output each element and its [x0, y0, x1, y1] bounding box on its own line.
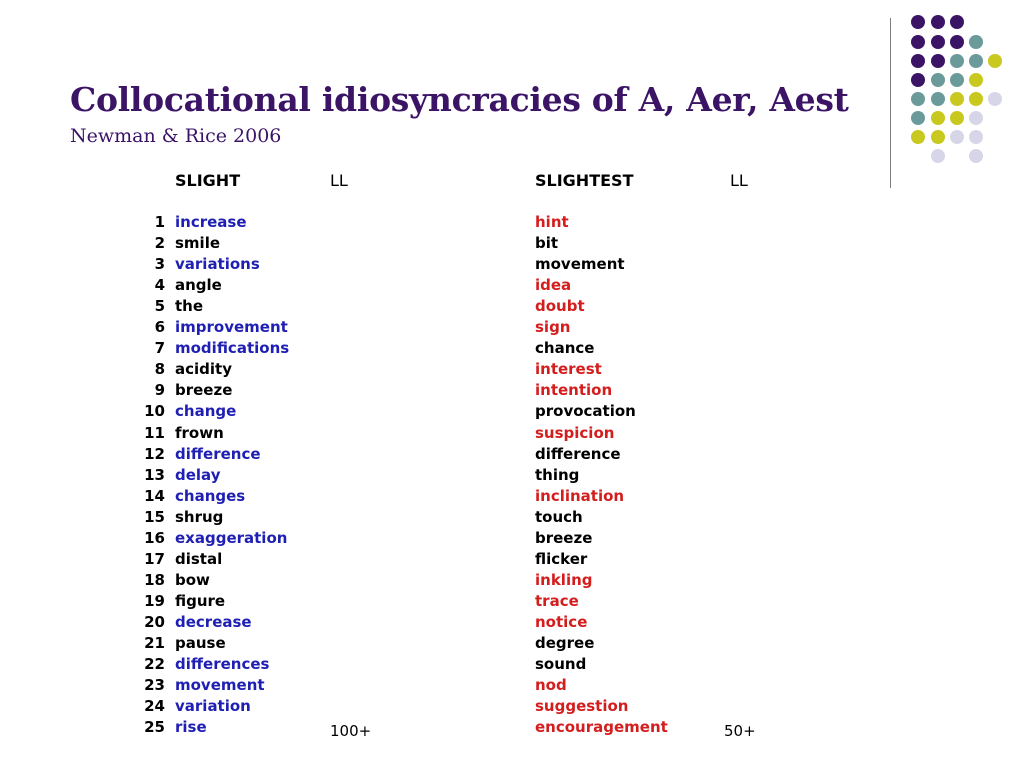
- slight-collocate: improvement: [175, 318, 288, 337]
- decorative-dot: [969, 35, 983, 49]
- slight-collocate: exaggeration: [175, 528, 288, 547]
- table-row: [0, 254, 1024, 275]
- right-ll-header: LL: [730, 171, 748, 190]
- slightest-collocate: breeze: [535, 528, 593, 547]
- decorative-dot: [950, 73, 964, 87]
- decorative-dot: [969, 111, 983, 125]
- decorative-dot: [931, 15, 945, 29]
- slightest-collocate: degree: [535, 634, 595, 652]
- slightest-collocate: bit: [535, 234, 559, 253]
- row-number: 17: [144, 549, 165, 568]
- table-row: [0, 591, 1024, 612]
- slightest-collocate: interest: [535, 360, 602, 379]
- slightest-collocate: touch: [535, 507, 583, 526]
- decorative-dot: [911, 15, 925, 29]
- decorative-dot: [931, 73, 945, 87]
- table-row: [0, 212, 1024, 233]
- decorative-dot: [969, 92, 983, 106]
- decorative-dot: [911, 92, 925, 106]
- slight-collocate: shrug: [175, 507, 224, 526]
- row-number: 18: [144, 570, 165, 589]
- slight-collocate: pause: [175, 634, 226, 652]
- table-row: [0, 675, 1024, 696]
- decorative-dot: [969, 149, 983, 163]
- slightest-collocate: doubt: [535, 297, 585, 316]
- table-row: [0, 633, 1024, 654]
- row-number: 16: [144, 528, 165, 547]
- slight-collocate: rise: [175, 718, 207, 737]
- slight-collocate: bow: [175, 570, 210, 589]
- decorative-dot: [950, 130, 964, 144]
- row-number: 9: [154, 381, 165, 400]
- decorative-dot: [969, 54, 983, 68]
- decorative-dot: [988, 54, 1002, 68]
- slight-collocate: variations: [175, 255, 260, 274]
- slight-collocate: variation: [175, 697, 251, 716]
- decorative-dot: [911, 130, 925, 144]
- decorative-dot: [988, 92, 1002, 106]
- decorative-dot: [911, 73, 925, 87]
- slightest-collocate: movement: [535, 255, 625, 274]
- row-number: 1: [154, 213, 165, 231]
- slightest-collocate: suspicion: [535, 423, 615, 442]
- decorative-dot: [950, 35, 964, 49]
- table-row: [0, 507, 1024, 528]
- slight-collocate: difference: [175, 444, 261, 463]
- table-row: [0, 717, 1024, 738]
- table-row: [0, 654, 1024, 675]
- decorative-dot: [950, 15, 964, 29]
- row-number: 25: [144, 718, 165, 737]
- decorative-divider-line: [890, 18, 891, 188]
- row-number: 22: [144, 655, 165, 674]
- left-ll-header: LL: [330, 171, 348, 190]
- table-row: [0, 338, 1024, 359]
- right-column-header: SLIGHTEST: [535, 171, 634, 190]
- table-row: [0, 275, 1024, 296]
- slight-collocate: acidity: [175, 360, 232, 379]
- slight-collocate: changes: [175, 486, 246, 505]
- slightest-collocate: thing: [535, 465, 580, 484]
- row-number: 11: [144, 423, 165, 442]
- slight-collocate: movement: [175, 676, 265, 695]
- slight-collocate: delay: [175, 465, 221, 484]
- row-number: 15: [144, 507, 165, 526]
- decorative-dot: [931, 54, 945, 68]
- table-row: [0, 423, 1024, 444]
- row-number: 13: [144, 465, 165, 484]
- slightest-collocate: hint: [535, 213, 569, 231]
- slightest-collocate: difference: [535, 444, 621, 463]
- table-row: [0, 528, 1024, 549]
- slight-collocate: change: [175, 402, 237, 421]
- table-row: [0, 359, 1024, 380]
- table-row: [0, 612, 1024, 633]
- decorative-dot: [950, 111, 964, 125]
- slightest-collocate: suggestion: [535, 697, 629, 716]
- slide-subtitle: Newman & Rice 2006: [70, 125, 282, 147]
- slightest-collocate: flicker: [535, 549, 588, 568]
- slight-collocate: frown: [175, 423, 224, 442]
- slight-collocate: differences: [175, 655, 270, 674]
- table-row: [0, 696, 1024, 717]
- left-ll-value: 100+: [330, 722, 372, 740]
- slight-collocate: decrease: [175, 612, 252, 631]
- left-column-header: SLIGHT: [175, 171, 241, 190]
- slight-collocate: breeze: [175, 381, 233, 400]
- slight-collocate: modifications: [175, 339, 290, 358]
- table-row: [0, 233, 1024, 254]
- decorative-dot: [969, 130, 983, 144]
- decorative-dot: [931, 35, 945, 49]
- row-number: 3: [154, 255, 165, 274]
- table-row: [0, 317, 1024, 338]
- slide-title: Collocational idiosyncracies of A, Aer, Aest: [70, 80, 849, 119]
- slightest-collocate: trace: [535, 591, 579, 610]
- slightest-collocate: idea: [535, 276, 572, 295]
- decorative-dot: [931, 92, 945, 106]
- table-row: [0, 465, 1024, 486]
- decorative-dot: [969, 73, 983, 87]
- table-row: [0, 444, 1024, 465]
- slight-collocate: increase: [175, 213, 247, 231]
- row-number: 4: [154, 276, 165, 295]
- table-row: [0, 486, 1024, 507]
- right-ll-value: 50+: [724, 722, 756, 740]
- slightest-collocate: inkling: [535, 570, 593, 589]
- slight-collocate: figure: [175, 591, 226, 610]
- slight-collocate: the: [175, 297, 204, 316]
- decorative-dot: [950, 54, 964, 68]
- slightest-collocate: provocation: [535, 402, 636, 421]
- row-number: 20: [144, 612, 165, 631]
- row-number: 7: [154, 339, 165, 358]
- decorative-dot: [931, 111, 945, 125]
- table-row: [0, 380, 1024, 401]
- decorative-dot: [950, 92, 964, 106]
- row-number: 6: [154, 318, 165, 337]
- slightest-collocate: nod: [535, 676, 567, 695]
- table-row: [0, 549, 1024, 570]
- decorative-dot: [931, 149, 945, 163]
- slightest-collocate: sign: [535, 318, 571, 337]
- table-row: [0, 296, 1024, 317]
- row-number: 2: [154, 234, 165, 253]
- row-number: 10: [144, 402, 165, 421]
- table-row: [0, 570, 1024, 591]
- slight-collocate: angle: [175, 276, 222, 295]
- slight-collocate: smile: [175, 234, 221, 253]
- row-number: 12: [144, 444, 165, 463]
- row-number: 14: [144, 486, 165, 505]
- table-row: [0, 401, 1024, 422]
- slightest-collocate: intention: [535, 381, 613, 400]
- row-number: 21: [144, 634, 165, 652]
- decorative-dot: [931, 130, 945, 144]
- row-number: 23: [144, 676, 165, 695]
- row-number: 24: [144, 697, 165, 716]
- decorative-dot: [911, 111, 925, 125]
- slightest-collocate: encouragement: [535, 718, 668, 737]
- slightest-collocate: inclination: [535, 486, 625, 505]
- slight-collocate: distal: [175, 549, 223, 568]
- row-number: 19: [144, 591, 165, 610]
- slightest-collocate: notice: [535, 612, 588, 631]
- slightest-collocate: chance: [535, 339, 595, 358]
- row-number: 8: [154, 360, 165, 379]
- row-number: 5: [154, 297, 165, 316]
- decorative-dot: [911, 35, 925, 49]
- slightest-collocate: sound: [535, 655, 587, 674]
- decorative-dot: [911, 54, 925, 68]
